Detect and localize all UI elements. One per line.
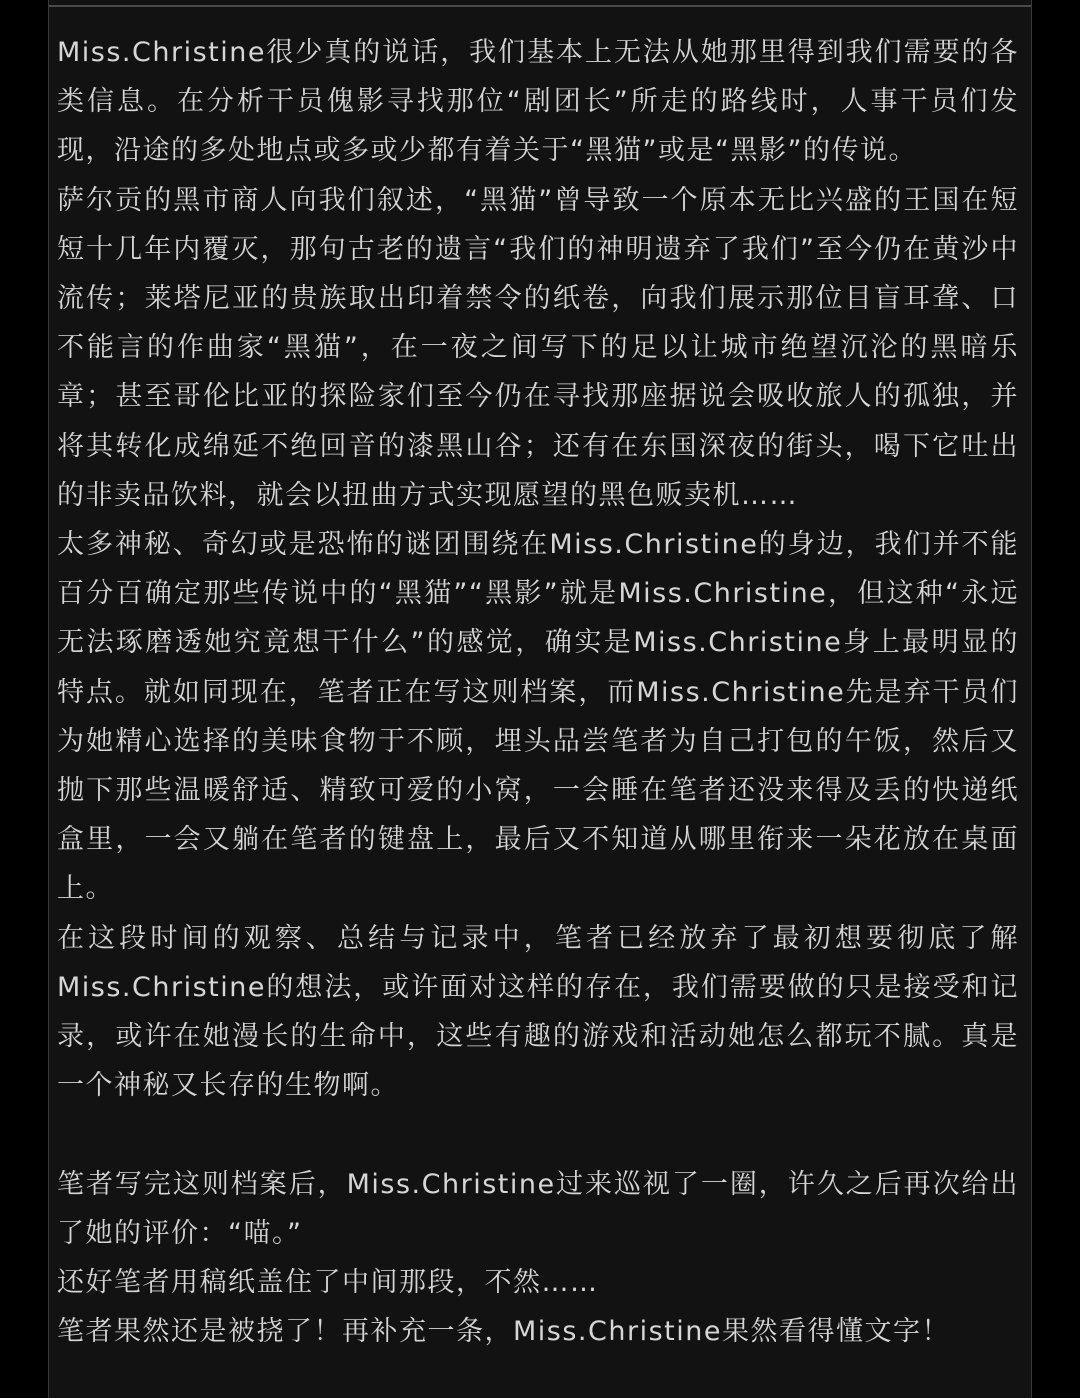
top-divider — [49, 5, 1031, 7]
paragraph-spacer — [57, 1110, 1019, 1159]
archive-paragraph: Miss.Christine很少真的说话，我们基本上无法从她那里得到我们需要的各类信息。在分析干员傀影寻找那位“剧团长”所走的路线时，人事干员们发现，沿途的多处地点或多或少都有着关于“黑猫”或是“黑影”的传说。 — [57, 37, 1019, 167]
archive-paragraph: 在这段时间的观察、总结与记录中，笔者已经放弃了最初想要彻底了解Miss.Christine的想法，或许面对这样的存在，我们需要做的只是接受和记录，或许在她漫长的生命中，这些有趣的游戏和活动她怎么都玩不腻。真是一个神秘又长存的生物啊。 — [57, 922, 1019, 1102]
archive-text — [57, 28, 1019, 1356]
postscript-paragraph: 笔者写完这则档案后，Miss.Christine过来巡视了一圈，许久之后再次给出了她的评价：“喵。” — [57, 1168, 1019, 1249]
archive-panel — [48, 0, 1032, 1398]
postscript-paragraph: 还好笔者用稿纸盖住了中间那段，不然…… — [57, 1267, 599, 1299]
archive-paragraph: 太多神秘、奇幻或是恐怖的谜团围绕在Miss.Christine的身边，我们并不能百分百确定那些传说中的“黑猫”“黑影”就是Miss.Christine，但这种“永远无法琢磨透她究竟想干什么”的感觉，确实是Miss.Christine身上最明显的特点。就如同现在，笔者正在写这则档案，而Miss.Christine先是弃干员们为她精心选择的美味食物于不顾，埋头品尝笔者为自己打包的午饭，然后又抛下那些温暖舒适、精致可爱的小窝，一会睡在笔者还没来得及丢的快递纸盒里，一会又躺在笔者的键盘上，最后又不知道从哪里衔来一朵花放在桌面上。 — [57, 529, 1019, 905]
postscript-paragraph: 笔者果然还是被挠了！再补充一条，Miss.Christine果然看得懂文字！ — [57, 1316, 950, 1348]
archive-paragraph: 萨尔贡的黑市商人向我们叙述，“黑猫”曾导致一个原本无比兴盛的王国在短短十几年内覆灭，那句古老的遗言“我们的神明遗弃了我们”至今仍在黄沙中流传；莱塔尼亚的贵族取出印着禁令的纸卷，向我们展示那位目盲耳聋、口不能言的作曲家“黑猫”，在一夜之间写下的足以让城市绝望沉沦的黑暗乐章；甚至哥伦比亚的探险家们至今仍在寻找那座据说会吸收旅人的孤独，并将其转化成绵延不绝回音的漆黑山谷；还有在东国深夜的街头，喝下它吐出的非卖品饮料，就会以扭曲方式实现愿望的黑色贩卖机…… — [57, 184, 1019, 511]
